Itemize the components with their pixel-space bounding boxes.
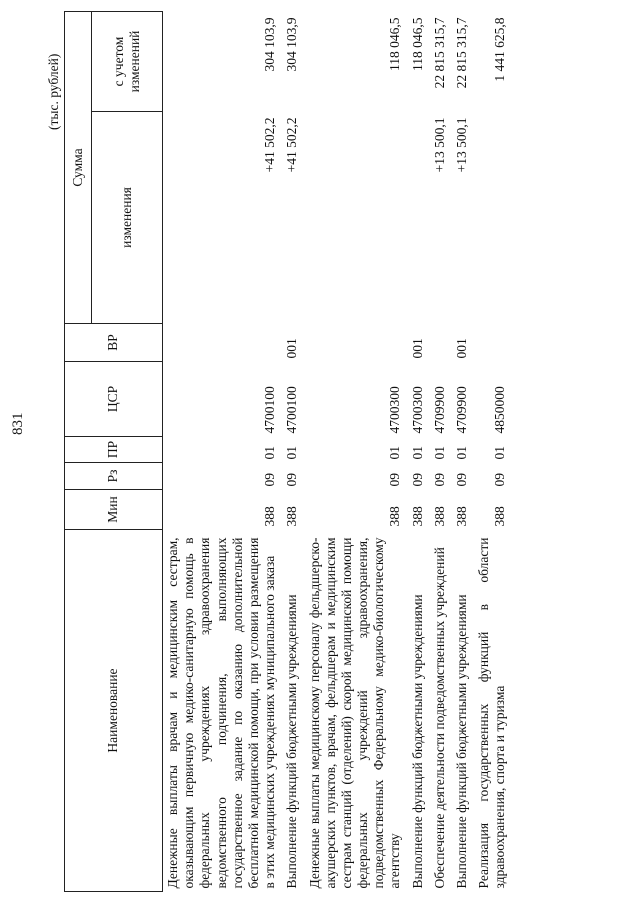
row-name: Денежные выплаты врачам и медицинским сестрам, оказывающим первичную медико-санитарную помощь в федеральных учреждениях здравоохранения ведомственного подчинения, выполняющих государственное задание по оказанию дополнительной бесплатной медицинской помощи, при условии размещения в этих медицинских учреждениях муниципального заказа (165, 537, 278, 889)
row-pr: 01 (262, 446, 278, 460)
row-vr (163, 324, 281, 362)
header-changes: изменения (92, 112, 163, 324)
row-min: 388 (262, 506, 278, 527)
row-csr: 4700300 (387, 386, 403, 434)
budget-table (64, 11, 511, 892)
header-csr: ЦСР (65, 362, 163, 437)
header-rz: Рз (65, 463, 163, 490)
header-pr: ПР (65, 437, 163, 463)
row-change (472, 112, 510, 324)
row-total: 304 103,9 (262, 17, 278, 72)
row-rz: 09 (431, 473, 447, 487)
row-name: Выполнение функций бюджетными учреждениями (454, 594, 469, 889)
row-min: 388 (387, 506, 403, 527)
row-rz: 09 (387, 473, 403, 487)
header-min: Мин (65, 490, 163, 530)
row-pr: 01 (492, 446, 508, 460)
row-csr: 4700100 (284, 386, 300, 434)
row-vr (472, 324, 510, 362)
table-row (428, 11, 450, 891)
row-change: +13 500,1 (454, 117, 469, 173)
table-row (163, 11, 281, 891)
table-row (406, 11, 428, 891)
row-rz: 09 (284, 473, 300, 487)
row-min: 388 (492, 506, 508, 527)
row-change: +41 502,2 (284, 117, 300, 173)
row-vr: 001 (284, 338, 300, 359)
row-name: Выполнение функций бюджетными учреждениями (284, 594, 300, 889)
row-change (303, 112, 406, 324)
row-vr: 001 (454, 338, 469, 359)
row-csr: 4850000 (492, 386, 508, 434)
row-pr: 01 (284, 446, 300, 460)
row-total: 304 103,9 (284, 17, 300, 72)
row-csr: 4700300 (409, 386, 425, 434)
row-csr: 4709900 (431, 386, 447, 434)
row-min: 388 (409, 506, 425, 527)
row-pr: 01 (431, 446, 447, 460)
header-vr: ВР (65, 324, 163, 362)
row-name: Денежные выплаты медицинскому персоналу фельдшерско-акушерских пунктов, врачам, фельдшерам и медицинским сестрам станций (отделений) скорой медицинской помощи федеральных учреждений здравоохранения, подведомственных Федеральному медико-биологическому агентству (306, 537, 403, 889)
table-row (450, 11, 472, 891)
row-total: 118 046,5 (387, 17, 403, 71)
row-vr (428, 324, 450, 362)
header-total: с учетом изменений (92, 11, 163, 111)
row-rz: 09 (262, 473, 278, 487)
row-vr: 001 (409, 338, 425, 359)
unit-note: (тыс. рублей) (46, 53, 61, 130)
row-pr: 01 (387, 446, 403, 460)
row-min: 388 (284, 506, 300, 527)
header-name: Наименование (65, 530, 163, 892)
row-csr: 4700100 (262, 386, 278, 434)
row-rz: 09 (492, 473, 508, 487)
table-row (280, 11, 302, 891)
row-name: Реализация государственных функций в области здравоохранения, спорта и туризма (476, 537, 508, 889)
row-name: Обеспечение деятельности подведомственных учреждений (431, 547, 447, 889)
row-change (406, 112, 428, 324)
row-total: 1 441 625,8 (492, 17, 508, 82)
row-min: 388 (454, 506, 469, 527)
row-vr (303, 324, 406, 362)
row-csr: 4709900 (454, 386, 469, 434)
table-row (303, 11, 406, 891)
row-total: 22 815 315,7 (431, 17, 447, 89)
row-rz: 09 (409, 473, 425, 487)
page-number: 831 (10, 412, 26, 435)
row-total: 118 046,5 (409, 17, 425, 71)
table-row (472, 11, 510, 891)
row-name: Выполнение функций бюджетными учреждениями (409, 594, 425, 889)
row-min: 388 (431, 506, 447, 527)
row-change: +41 502,2 (262, 117, 278, 173)
row-total: 22 815 315,7 (454, 17, 469, 89)
header-sum: Сумма (65, 11, 92, 323)
row-rz: 09 (454, 473, 469, 487)
row-change: +13 500,1 (431, 117, 447, 173)
row-pr: 01 (409, 446, 425, 460)
row-pr: 01 (454, 446, 469, 460)
